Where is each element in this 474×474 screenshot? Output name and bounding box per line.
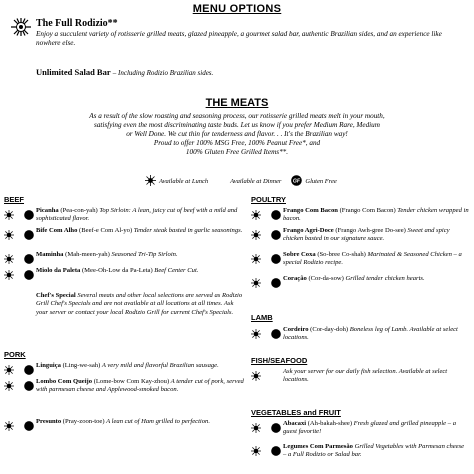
- availability-icons: [251, 275, 281, 293]
- salad-bar: [36, 67, 213, 77]
- menu-item-description: Grilled tender chicken hearts.: [343, 275, 425, 282]
- menu-item: [283, 275, 469, 283]
- menu-item-name: Maminha: [36, 251, 64, 258]
- availability-icons: [251, 227, 281, 245]
- availability-icons: [4, 378, 34, 396]
- menu-item: [283, 443, 469, 460]
- menu-item: [283, 368, 469, 385]
- sun-icon: [251, 207, 261, 225]
- menu-item: [36, 292, 244, 317]
- section-title-veg: VEGETABLES and FRUIT: [251, 408, 341, 417]
- menu-item-pronunciation: (Cor-da-sow): [306, 275, 344, 282]
- menu-item: [283, 227, 469, 244]
- menu-item-name: Presunto: [36, 418, 62, 425]
- legend-dinner-label: Available at Dinner: [230, 178, 282, 185]
- gluten-free-icon: [271, 275, 281, 293]
- gluten-free-icon: [24, 418, 34, 436]
- section-title-fish: FISH/SEAFOOD: [251, 356, 308, 365]
- menu-item-pronunciation: (Lome-bow Com Kay-zhou): [92, 378, 170, 385]
- moon-icon: [262, 368, 270, 386]
- menu-item-pronunciation: (So-bree Co-shah): [315, 251, 366, 258]
- menu-item-description: Boneless leg of Lamb. Available at select locations.: [283, 326, 458, 342]
- menu-item-name: Coração: [283, 275, 307, 282]
- menu-item-pronunciation: (Pea-con-yah): [58, 207, 98, 214]
- menu-item-description: Several meats and other local selections are served as Rodizio Grill Chef's Specials and are not available at all locations at all times. Ask your server or contact your local Rodizio Grill for current Chef's Specials.: [36, 292, 243, 316]
- menu-item: [283, 251, 469, 268]
- menu-item-name: Cordeiro: [283, 326, 309, 333]
- salad-bar-name: Unlimited Salad Bar: [36, 67, 111, 77]
- legend: [145, 175, 337, 188]
- moon-icon: [262, 207, 270, 225]
- gluten-free-icon: [24, 267, 34, 285]
- menu-item: [36, 267, 244, 275]
- sun-icon: [4, 418, 14, 436]
- sun-icon: [8, 17, 34, 42]
- gluten-free-icon: [271, 326, 281, 344]
- menu-item-description: A lean cut of Ham grilled to perfection.: [104, 418, 210, 425]
- menu-item-description: A very mild and flavorful Brazilian sausage.: [100, 362, 219, 369]
- moon-icon: [15, 207, 23, 225]
- menu-item: [36, 362, 244, 370]
- section-title-poultry: POULTRY: [251, 195, 286, 204]
- menu-item-description: Seasoned Tri-Tip Sirloin.: [109, 251, 178, 258]
- menu-item: [36, 227, 244, 235]
- legend-lunch-label: Available at Lunch: [159, 178, 209, 185]
- menu-item-name: Frango Agri-Doce: [283, 227, 334, 234]
- gluten-free-icon: [24, 227, 34, 245]
- menu-item-description: A tender cut of pork, served with parmesan cheese and Applewood-smoked bacon.: [36, 378, 244, 394]
- sun-icon: [4, 378, 14, 396]
- menu-item-name: Legumes Com Parmesão: [283, 443, 353, 450]
- gluten-free-icon: [271, 420, 281, 438]
- meats-description: [30, 112, 444, 157]
- moon-icon: [15, 418, 23, 436]
- moon-icon: [15, 292, 23, 310]
- sun-icon: [251, 227, 261, 245]
- section-title-beef: BEEF: [4, 195, 25, 204]
- gluten-free-icon: [271, 207, 281, 225]
- gluten-free-icon: [24, 378, 34, 396]
- menu-item-pronunciation: (Frango Awh-gree Do-see): [333, 227, 406, 234]
- rodizio-description: Enjoy a succulent variety of rotisserie grilled meats, glazed pineapple, a gourmet salad bar, authentic Brazilian sides, and an experience like nowhere else.: [36, 30, 442, 47]
- menu-item-name: Chef's Special: [36, 292, 76, 299]
- sun-icon: [251, 275, 261, 293]
- menu-item-name: Linguiça: [36, 362, 61, 369]
- menu-item: [36, 207, 244, 224]
- legend-gf: [291, 175, 336, 188]
- gluten-free-icon: [271, 251, 281, 269]
- menu-item-pronunciation: (Ah-bakah-shee): [306, 420, 353, 427]
- moon-icon: [218, 175, 227, 188]
- page-title: MENU OPTIONS: [192, 3, 282, 15]
- sun-icon: [251, 443, 261, 461]
- menu-item-description: Marinated & Seasoned Chicken – a special Rodizio recipe.: [283, 251, 462, 267]
- sun-icon: [251, 326, 261, 344]
- menu-item-description: Beef Center Cut.: [152, 267, 199, 274]
- menu-item-name: Miolo da Paleta: [36, 267, 81, 274]
- menu-item-description: Ask your server for our daily fish selection. Available at select locations.: [283, 368, 448, 384]
- menu-item-name: Picanha: [36, 207, 59, 214]
- gluten-free-icon: [271, 227, 281, 245]
- gluten-free-icon: [24, 207, 34, 225]
- section-title-lamb: LAMB: [251, 313, 273, 322]
- moon-icon: [15, 378, 23, 396]
- moon-icon: [15, 227, 23, 245]
- gf-badge-text: GF: [293, 178, 301, 185]
- meats-title: THE MEATS: [205, 97, 269, 109]
- menu-item-description: Top Sirloin: A lean, juicy cut of beef with a mild and sophisticated flavor.: [36, 207, 238, 223]
- moon-icon: [15, 267, 23, 285]
- sun-icon: [4, 267, 14, 285]
- moon-icon: [262, 443, 270, 461]
- menu-item-name: Lombo Com Queijo: [36, 378, 93, 385]
- menu-item: [283, 207, 469, 224]
- legend-dinner: [218, 175, 281, 188]
- availability-icons: [4, 207, 34, 225]
- menu-item-name: Abacaxi: [283, 420, 307, 427]
- meats-desc-line: or Well Done. We cut thin for tenderness and flavor. . . It's the Brazilian way!: [126, 130, 348, 138]
- availability-icons: [4, 227, 34, 245]
- sun-icon: [145, 175, 156, 188]
- menu-item-pronunciation: (Mah-meen-yah): [63, 251, 110, 258]
- meats-desc-line: satisfying even the most discriminating taste buds. Let us know if you prefer Medium Rare, Medium: [94, 121, 380, 129]
- legend-lunch: [145, 175, 208, 188]
- menu-item-description: Fresh glazed and grilled pineapple – a guest favorite!: [283, 420, 456, 436]
- sun-icon: [4, 207, 14, 225]
- availability-icons: [251, 443, 281, 461]
- menu-item-pronunciation: (Mee-Oh-Low da Pa-Leta): [80, 267, 153, 274]
- rodizio-name: The Full Rodizio**: [36, 18, 118, 29]
- availability-icons: [4, 418, 34, 436]
- menu-item: [283, 420, 469, 437]
- sun-icon: [251, 251, 261, 269]
- section-title-pork: PORK: [4, 350, 26, 359]
- moon-icon: [262, 251, 270, 269]
- moon-icon: [262, 326, 270, 344]
- availability-icons: [251, 368, 270, 386]
- meats-desc-line: 100% Gluten Free Grilled Items**.: [185, 148, 289, 156]
- menu-item-description: Tender steak basted in garlic seasonings.: [132, 227, 243, 234]
- menu-item-pronunciation: (Frango Com Bacon): [337, 207, 396, 214]
- availability-icons: [4, 292, 23, 310]
- salad-bar-note: – Including Rodizio Brazilian sides.: [112, 69, 214, 77]
- menu-item-pronunciation: (Ling-we-sah): [60, 362, 101, 369]
- availability-icons: [4, 267, 34, 285]
- menu-item-name: Frango Com Bacon: [283, 207, 338, 214]
- availability-icons: [251, 420, 281, 438]
- menu-item-description: Tender chicken wrapped in bacon.: [283, 207, 469, 223]
- gluten-free-icon: [291, 175, 302, 188]
- moon-icon: [262, 275, 270, 293]
- meats-desc-line: Proud to offer 100% MSG Free, 100% Peanut Free*, and: [153, 139, 321, 147]
- menu-item: [36, 418, 244, 426]
- menu-item-pronunciation: (Pray-zoon-toe): [61, 418, 105, 425]
- meats-desc-line: As a result of the slow roasting and seasoning process, our rotisserie grilled meats melt in your mouth,: [89, 112, 385, 120]
- menu-item: [283, 326, 469, 343]
- menu-item-pronunciation: (Beef-e Com Al-yo): [77, 227, 133, 234]
- menu-item-description: Grilled Vegetables with Parmesan cheese – a Full Rodizio or Salad bar.: [283, 443, 465, 459]
- sun-icon: [251, 420, 261, 438]
- menu-item: [36, 378, 244, 395]
- availability-icons: [251, 207, 281, 225]
- moon-icon: [262, 420, 270, 438]
- menu-item: [36, 251, 244, 259]
- menu-item-description: Sweet and spicy chicken basted in our signature sauce.: [283, 227, 450, 243]
- availability-icons: [251, 251, 281, 269]
- legend-gf-label: Gluten Free: [305, 178, 337, 185]
- sun-icon: [4, 227, 14, 245]
- availability-icons: [251, 326, 281, 344]
- moon-icon: [262, 227, 270, 245]
- menu-item-name: Sobre Coxa: [283, 251, 316, 258]
- sun-icon: [251, 368, 261, 386]
- menu-item-pronunciation: (Cor-day-doh): [308, 326, 349, 333]
- menu-item-name: Bife Com Alho: [36, 227, 78, 234]
- gluten-free-icon: [271, 443, 281, 461]
